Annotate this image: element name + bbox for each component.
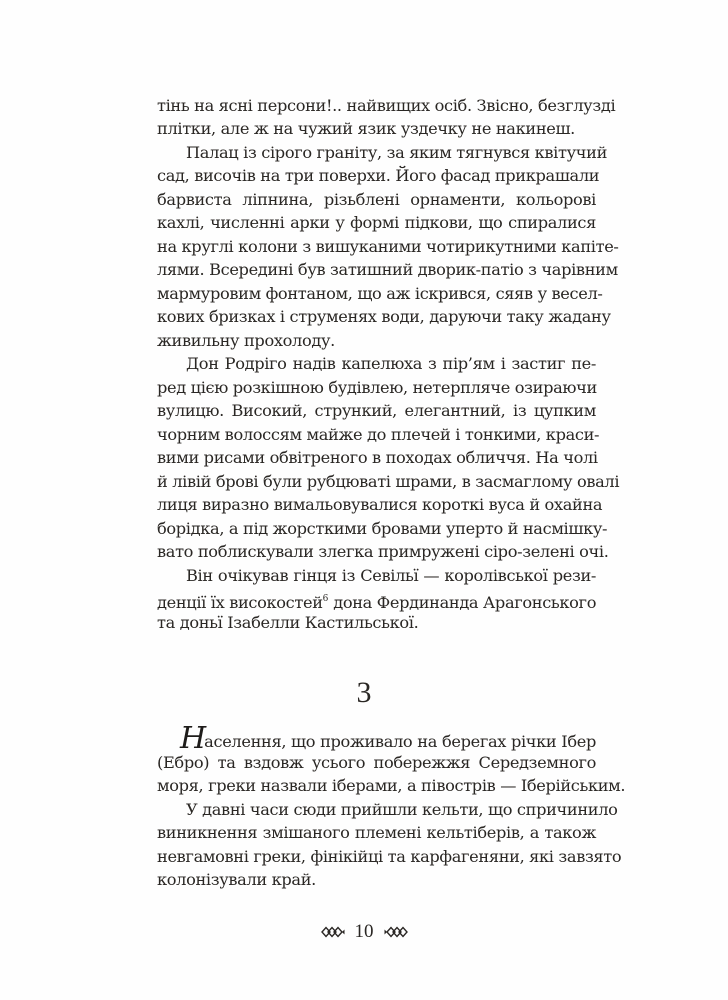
- text-line: барвиста ліпнина, різьблені орнаменти, кольорові: [157, 190, 596, 209]
- paragraph-start: Палац із сірого граніту, за яким тягнувся квітучий: [186, 143, 608, 162]
- text-line: ред цією розкішною будівлею, нетерпляче озираючи: [157, 378, 597, 397]
- text-line: вими рисами обвітреного в походах обличчя. На чолі: [157, 448, 598, 467]
- text-line: кахлі, численні арки у формі підкови, що спиралися: [157, 213, 596, 232]
- text-line: лиця виразно вимальовувалися короткі вуса й охайна: [157, 495, 603, 514]
- text-line: мармуровим фонтаном, що аж іскрився, сяяв у весел-: [157, 284, 603, 303]
- text-line: лями. Всередині був затишний дворик-патіо з чарівним: [157, 260, 618, 279]
- footnote-reference[interactable]: 6: [322, 594, 329, 604]
- paragraph-start: У давні часи сюди прийшли кельти, що спричинило: [186, 800, 618, 819]
- page-number: 10: [354, 921, 374, 942]
- drop-cap: Н: [180, 721, 205, 756]
- text-line: сад, височів на три поверхи. Його фасад прикрашали: [157, 166, 600, 185]
- text-line-with-footnote: [157, 589, 596, 613]
- paragraph-start: Дон Родріго надів капелюха з пір’ям і застиг пе-: [186, 354, 596, 373]
- text-line: вато поблискували злегка примружені сіро-зелені очі.: [157, 542, 609, 561]
- text-line: та доньї Ізабелли Кастильської.: [157, 613, 419, 632]
- text-line: живильну прохолоду.: [157, 331, 335, 350]
- text-fragment: денції їх високостей: [157, 593, 323, 612]
- text-line: плітки, але ж на чужий язик уздечку не накинеш.: [157, 119, 575, 138]
- ornament-left-icon: [321, 922, 345, 944]
- text-line: виникнення змішаного племені кельтіберів, а також: [157, 823, 596, 842]
- paragraph-start-dropcap: [180, 721, 596, 756]
- text-line: борідка, а під жорсткими бровами уперто й насмішку-: [157, 519, 608, 538]
- page-footer: [0, 921, 728, 944]
- text-line: невгамовні греки, фінікійці та карфагеняни, які завзято: [157, 847, 622, 866]
- text-line: кових бризках і струменях води, даруючи таку жадану: [157, 307, 611, 326]
- chapter-number: 3: [356, 676, 372, 709]
- text-line: вулицю. Високий, стрункий, елегантний, із цупким: [157, 401, 596, 420]
- text-line: тінь на ясні персони!.. найвищих осіб. Звісно, безглузді: [157, 96, 616, 115]
- text-fragment: дона Фердинанда Арагонського: [328, 593, 597, 612]
- paragraph-start: Він очікував гінця із Севільї — королівської рези-: [186, 566, 596, 585]
- text-line: моря, греки назвали іберами, а півострів — Іберійським.: [157, 776, 626, 795]
- text-line: чорним волоссям майже до плечей і тонкими, краси-: [157, 425, 600, 444]
- text-line: й лівій брові були рубцюваті шрами, в засмаглому овалі: [157, 472, 620, 491]
- text-line: (Ебро) та вздовж усього побережжя Середземного: [157, 753, 596, 772]
- text-line: колонізували край.: [157, 870, 316, 889]
- text-line: на круглі колони з вишуканими чотирикутними капіте-: [157, 237, 619, 256]
- text-fragment: аселення, що проживало на берегах річки Ібер: [204, 732, 596, 751]
- ornament-right-icon: [384, 922, 408, 944]
